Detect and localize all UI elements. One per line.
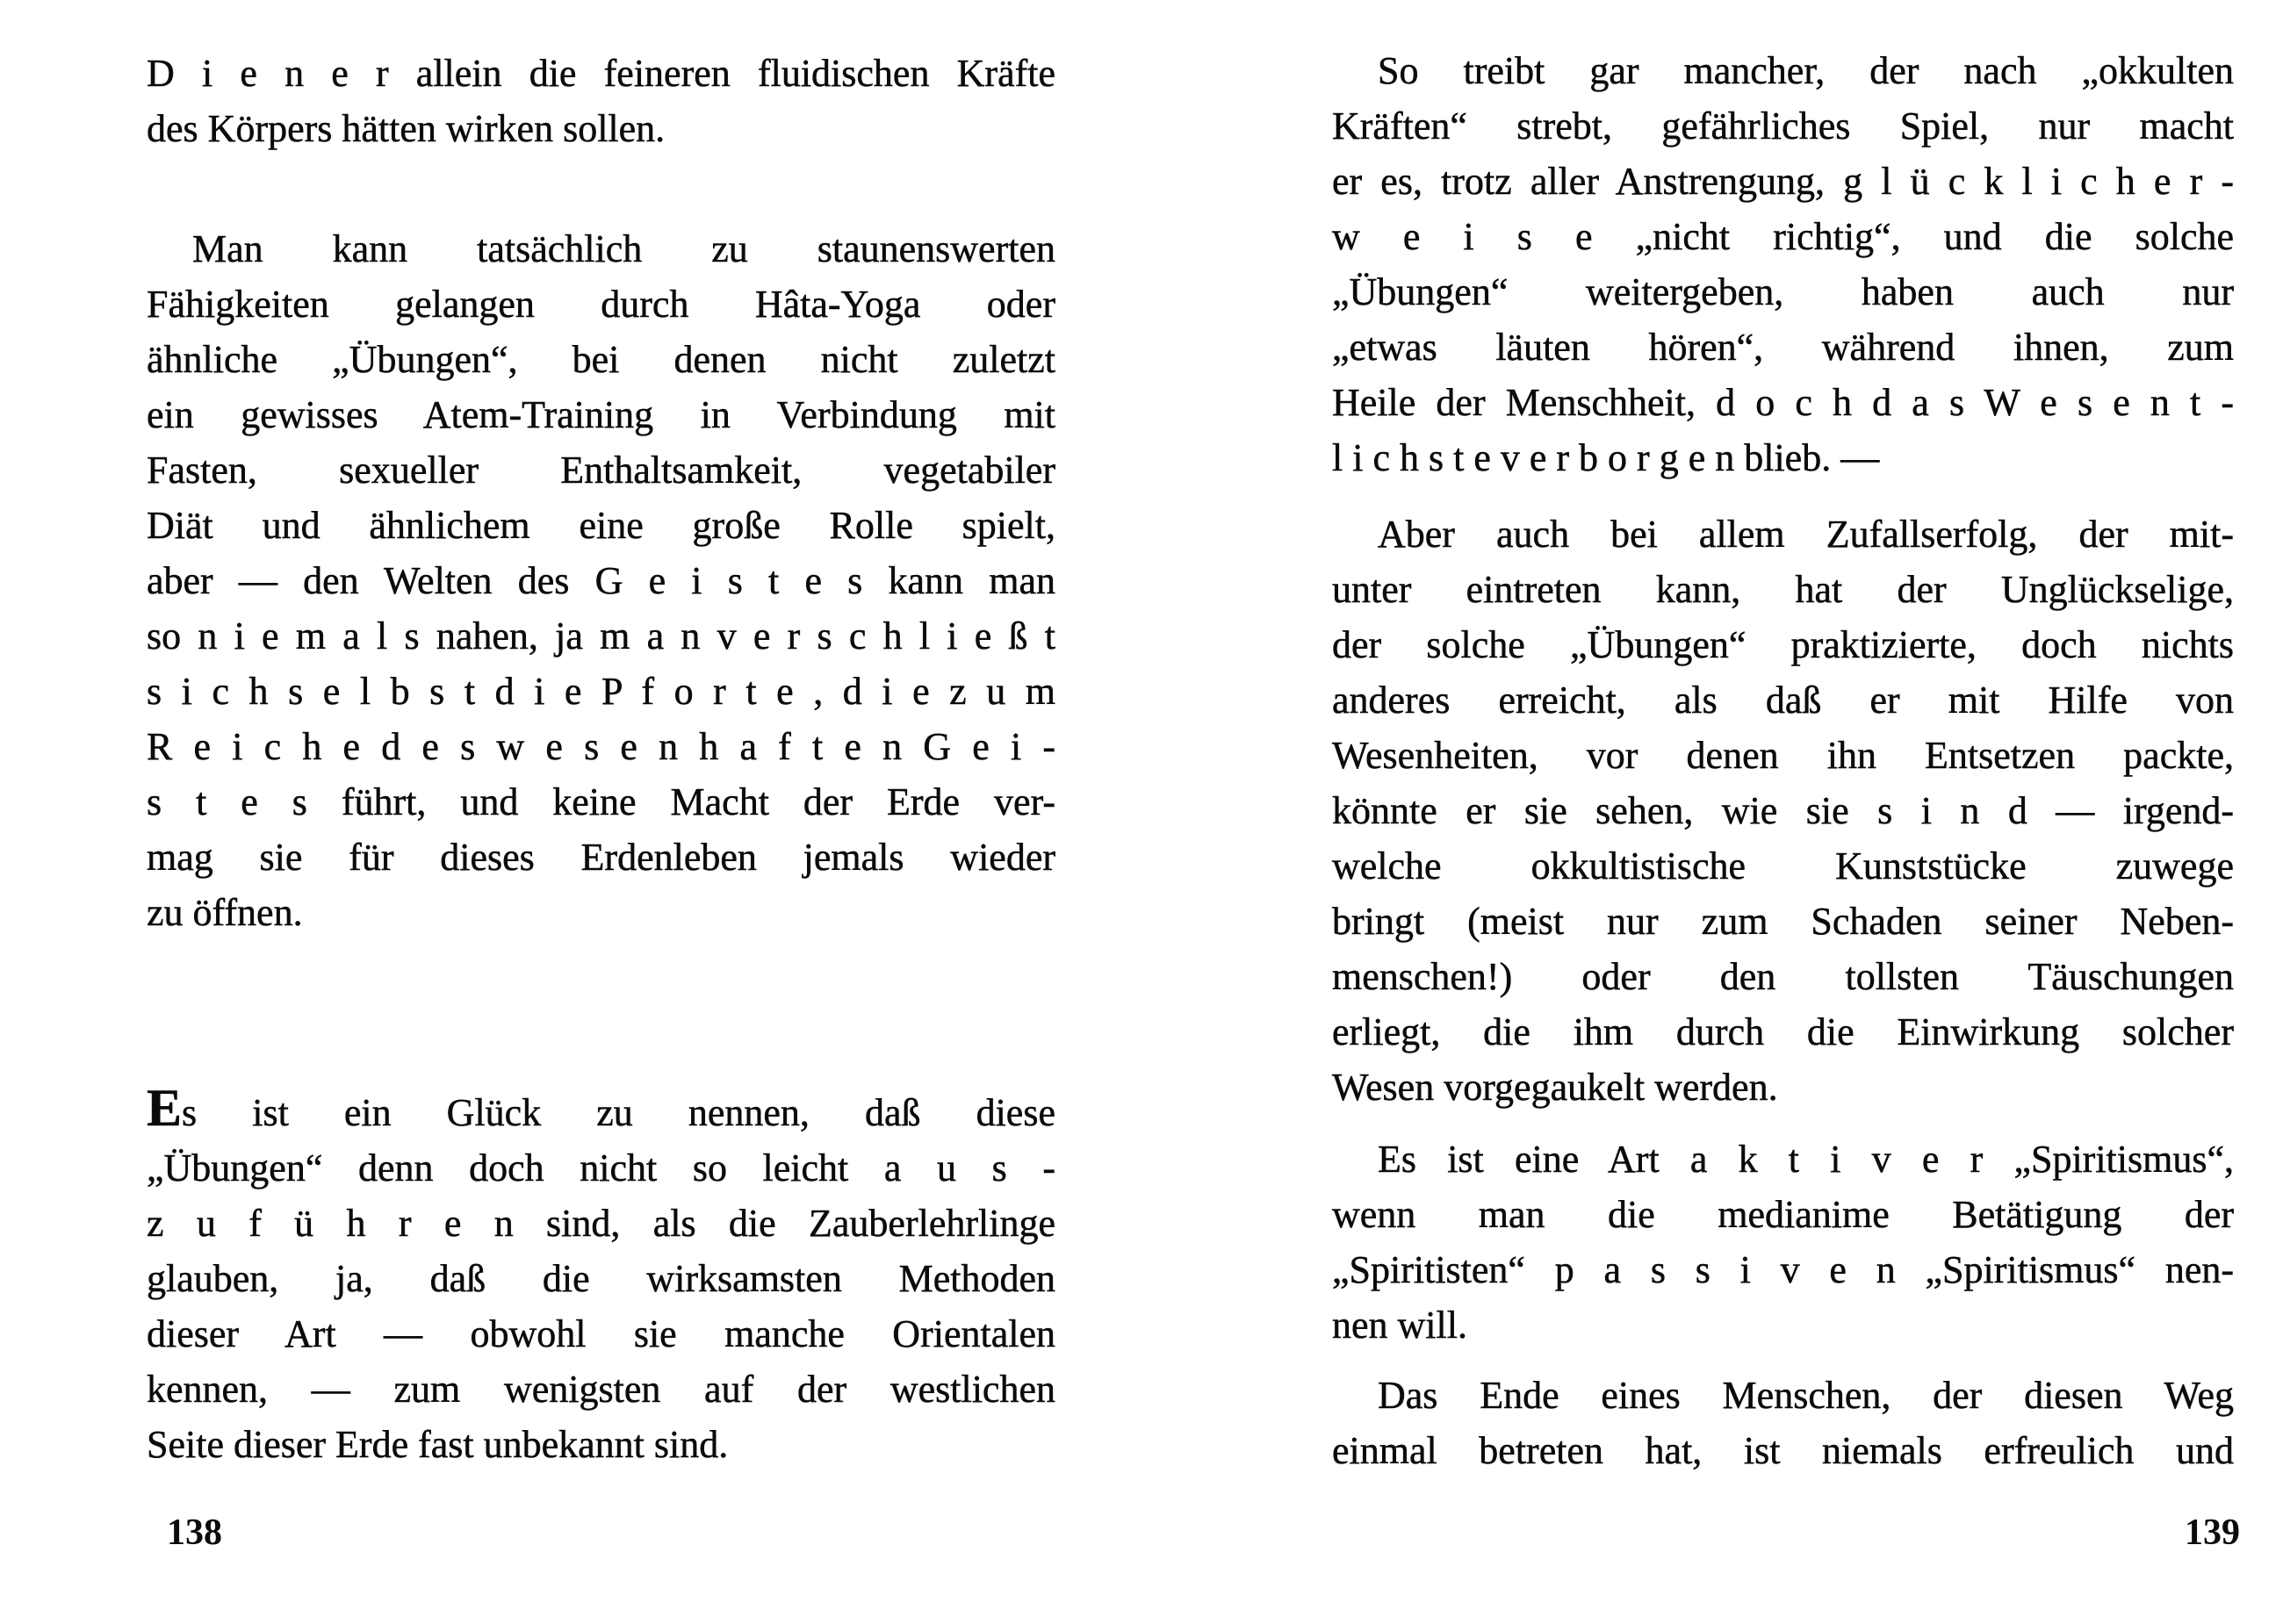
text-line: Kräften“ strebt, gefährliches Spiel, nur macht — [1332, 104, 2234, 147]
text-line: R e i c h e d e s w e s e n h a f t e n G e i - — [147, 725, 1055, 768]
text-line: „Spiritisten“ p a s s i v e n „Spiritismus“ nen- — [1332, 1248, 2234, 1291]
text-line: so n i e m a l s nahen, ja m a n v e r s c h l i e ß t — [147, 614, 1055, 658]
text-line: des Körpers hätten wirken sollen. — [147, 107, 666, 150]
text-line: kennen, — zum wenigsten auf der westlichen — [147, 1368, 1055, 1411]
text-line: welche okkultistische Kunststücke zuwege — [1332, 844, 2234, 887]
drop-initial: E — [147, 1079, 183, 1137]
paragraph — [147, 1079, 1055, 1472]
text-line: dieser Art — obwohl sie manche Orientalen — [147, 1312, 1055, 1355]
paragraph — [1332, 1368, 2234, 1478]
paragraph — [147, 46, 1055, 156]
text-line: menschen!) oder den tollsten Täuschungen — [1332, 955, 2234, 998]
text-line: Fähigkeiten gelangen durch Hâta-Yoga oder — [147, 283, 1055, 326]
text-line: z u f ü h r e n sind, als die Zauberlehrlinge — [147, 1202, 1055, 1245]
page-number-left: 138 — [167, 1513, 222, 1553]
text-line: glauben, ja, daß die wirksamsten Methoden — [147, 1257, 1055, 1300]
text-line: Seite dieser Erde fast unbekannt sind. — [147, 1423, 729, 1466]
right-page — [1332, 0, 2234, 1478]
left-page — [147, 0, 1055, 1472]
text-line: bringt (meist nur zum Schaden seiner Neben- — [1332, 900, 2234, 943]
text-line: anderes erreicht, als daß er mit Hilfe von — [1332, 679, 2234, 722]
text-line: wenn man die medianime Betätigung der — [1332, 1193, 2234, 1236]
text-line: Es ist eine Art a k t i v e r „Spiritismus“, — [1378, 1138, 2234, 1181]
text-line-rest: s ist ein Glück zu nennen, daß diese — [182, 1091, 1055, 1134]
text-line: zu öffnen. — [147, 891, 303, 934]
text-line: w e i s e „nicht richtig“, und die solche — [1332, 215, 2234, 258]
text-line: „etwas läuten hören“, während ihnen, zum — [1332, 326, 2234, 369]
paragraph — [147, 221, 1055, 940]
text-line: Aber auch bei allem Zufallserfolg, der mit- — [1378, 513, 2234, 556]
text-line: könnte er sie sehen, wie sie s i n d — irgend- — [1332, 789, 2234, 832]
text-line: erliegt, die ihm durch die Einwirkung solcher — [1332, 1010, 2234, 1053]
text-line — [147, 1079, 1055, 1140]
text-line: Fasten, sexueller Enthaltsamkeit, vegetabiler — [147, 449, 1055, 492]
text-line: ähnliche „Übungen“, bei denen nicht zuletzt — [147, 338, 1055, 381]
text-line: Man kann tatsächlich zu staunenswerten — [192, 227, 1055, 270]
text-line: Wesen vorgegaukelt werden. — [1332, 1066, 1778, 1109]
text-line: mag sie für dieses Erdenleben jemals wieder — [147, 836, 1055, 879]
page-number-right: 139 — [2185, 1513, 2240, 1553]
text-line: nen will. — [1332, 1304, 1467, 1347]
text-line: einmal betreten hat, ist niemals erfreulich und — [1332, 1429, 2234, 1472]
text-line: aber — den Welten des G e i s t e s kann man — [147, 559, 1055, 602]
text-line: D i e n e r allein die feineren fluidischen Kräfte — [147, 52, 1055, 95]
text-line: „Übungen“ weitergeben, haben auch nur — [1332, 270, 2234, 313]
text-line: „Übungen“ denn doch nicht so leicht a u s - — [147, 1146, 1055, 1189]
text-line: s t e s führt, und keine Macht der Erde ver- — [147, 780, 1055, 823]
paragraph — [1332, 43, 2234, 485]
text-line: Heile der Menschheit, d o c h d a s W e s e n t - — [1332, 381, 2234, 424]
text-line: Wesenheiten, vor denen ihn Entsetzen packte, — [1332, 734, 2234, 777]
text-line: Das Ende eines Menschen, der diesen Weg — [1378, 1374, 2234, 1417]
paragraph — [1332, 1132, 2234, 1353]
text-line: ein gewisses Atem-Training in Verbindung mit — [147, 393, 1055, 436]
text-line: er es, trotz aller Anstrengung, g l ü c k l i c h e r - — [1332, 160, 2234, 203]
text-line: Diät und ähnlichem eine große Rolle spielt, — [147, 504, 1055, 547]
text-line: der solche „Übungen“ praktizierte, doch nichts — [1332, 623, 2234, 666]
text-line: s i c h s e l b s t d i e P f o r t e , d i e z u m — [147, 670, 1055, 713]
text-line: l i c h s t e v e r b o r g e n blieb. — — [1332, 436, 1880, 479]
paragraph — [1332, 507, 2234, 1115]
text-line: unter eintreten kann, hat der Unglückselige, — [1332, 568, 2234, 611]
text-line: So treibt gar mancher, der nach „okkulten — [1378, 49, 2234, 92]
